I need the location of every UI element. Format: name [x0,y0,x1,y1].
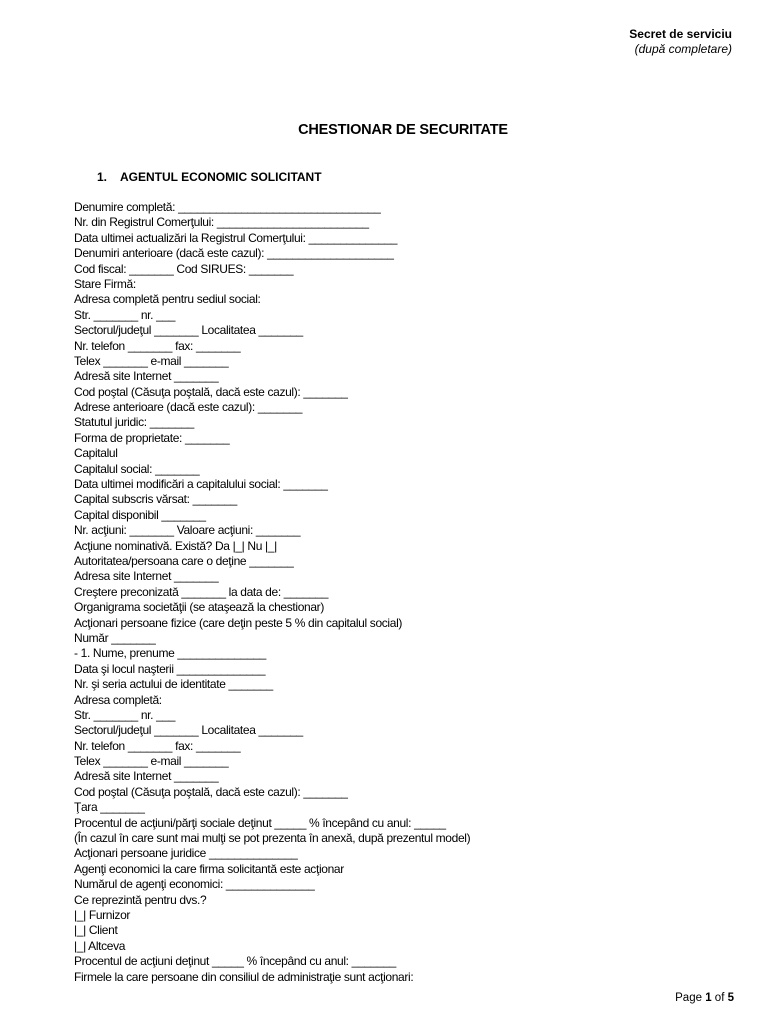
current-page: 1 [705,992,712,1004]
form-line: Denumiri anterioare (dacă este cazul): ____________________ [74,246,394,261]
form-line: Cod poştal (Căsuţa poştală, dacă este cazul): _______ [74,784,348,799]
form-line: Numărul de agenţi economici: ______________ [74,877,315,892]
form-line: Nr. din Registrul Comerţului: ________________________ [74,215,369,230]
form-line: Adrese anterioare (dacă este cazul): _______ [74,400,303,415]
form-line: Sectorul/judeţul _______ Localitatea _______ [74,323,303,338]
section-label: AGENTUL ECONOMIC SOLICITANT [120,170,322,184]
form-line: Creştere preconizată _______ la data de: _______ [74,584,329,599]
form-line: Capital subscris vărsat: _______ [74,492,237,507]
form-line: Nr. acţiuni: _______ Valoare acţiuni: _______ [74,523,301,538]
form-line: Adresă site Internet _______ [74,769,219,784]
form-lines [74,200,470,985]
form-line: Agenţi economici la care firma solicitantă este acţionar [74,861,344,876]
page-label: Page [675,992,702,1004]
classification-label: Secret de serviciu [629,27,732,41]
document-header [629,27,732,57]
form-line: Data şi locul naşterii ______________ [74,661,266,676]
form-line: Data ultimei actualizări la Registrul Comerţului: ______________ [74,230,398,245]
form-line: (În cazul în care sunt mai mulţi se pot prezenta în anexă, după prezentul model) [74,831,471,846]
page-title: CHESTIONAR DE SECURITATE [298,122,508,138]
form-line: Nr. şi seria actului de identitate _______ [74,677,273,692]
form-line: Telex _______ e-mail _______ [74,353,229,368]
form-line: |_| Client [74,923,118,938]
form-line: Nr. telefon _______ fax: _______ [74,338,241,353]
form-line: Forma de proprietate: _______ [74,430,230,445]
form-line: Capitalul [74,446,118,461]
page-footer [675,992,734,1004]
form-line: Număr _______ [74,630,156,645]
form-line: Adresa completă: [74,692,162,707]
form-line: Stare Firmă: [74,276,136,291]
form-line: Statutul juridic: _______ [74,415,195,430]
form-line: Nr. telefon _______ fax: _______ [74,738,241,753]
form-line: Cod poştal (Căsuţa poştală, dacă este cazul): _______ [74,384,348,399]
form-line: Organigrama societăţii (se ataşează la chestionar) [74,600,324,615]
form-line: Acţiune nominativă. Există? Da |_| Nu |_| [74,538,277,553]
form-line: Autoritatea/persoana care o deţine _______ [74,553,294,568]
form-line: - 1. Nume, prenume ______________ [74,646,266,661]
classification-note: (după completare) [634,42,732,56]
form-line: Cod fiscal: _______ Cod SIRUES: _______ [74,261,294,276]
section-number: 1. [97,170,108,184]
form-line: |_| Furnizor [74,907,131,922]
section-heading [97,170,322,184]
form-line: Adresă site Internet _______ [74,369,219,384]
form-line: Telex _______ e-mail _______ [74,754,229,769]
form-line: Str. _______ nr. ___ [74,307,176,322]
total-pages: 5 [727,992,734,1004]
of-label: of [714,992,725,1004]
form-line: Sectorul/judeţul _______ Localitatea _______ [74,723,303,738]
form-line: Acţionari persoane juridice ______________ [74,846,298,861]
form-line: Ce reprezintă pentru dvs.? [74,892,207,907]
form-line: Capitalul social: _______ [74,461,200,476]
form-line: Procentul de acţiuni/părţi sociale deţinut _____ % începând cu anul: _____ [74,815,446,830]
form-line: Firmele la care persoane din consiliul de administraţie sunt acţionari: [74,969,414,984]
form-line: Data ultimei modificări a capitalului social: _______ [74,477,328,492]
form-line: Acţionari persoane fizice (care deţin peste 5 % din capitalul social) [74,615,403,630]
form-line: Capital disponibil _______ [74,507,206,522]
form-line: Adresa site Internet _______ [74,569,219,584]
form-line: Procentul de acţiuni deţinut _____ % începând cu anul: _______ [74,954,396,969]
form-line: Ţara _______ [74,800,145,815]
form-line: Denumire completă: ________________________________ [74,200,381,214]
form-line: Str. _______ nr. ___ [74,707,176,722]
form-line: |_| Altceva [74,938,126,953]
form-line: Adresa completă pentru sediul social: [74,292,261,307]
